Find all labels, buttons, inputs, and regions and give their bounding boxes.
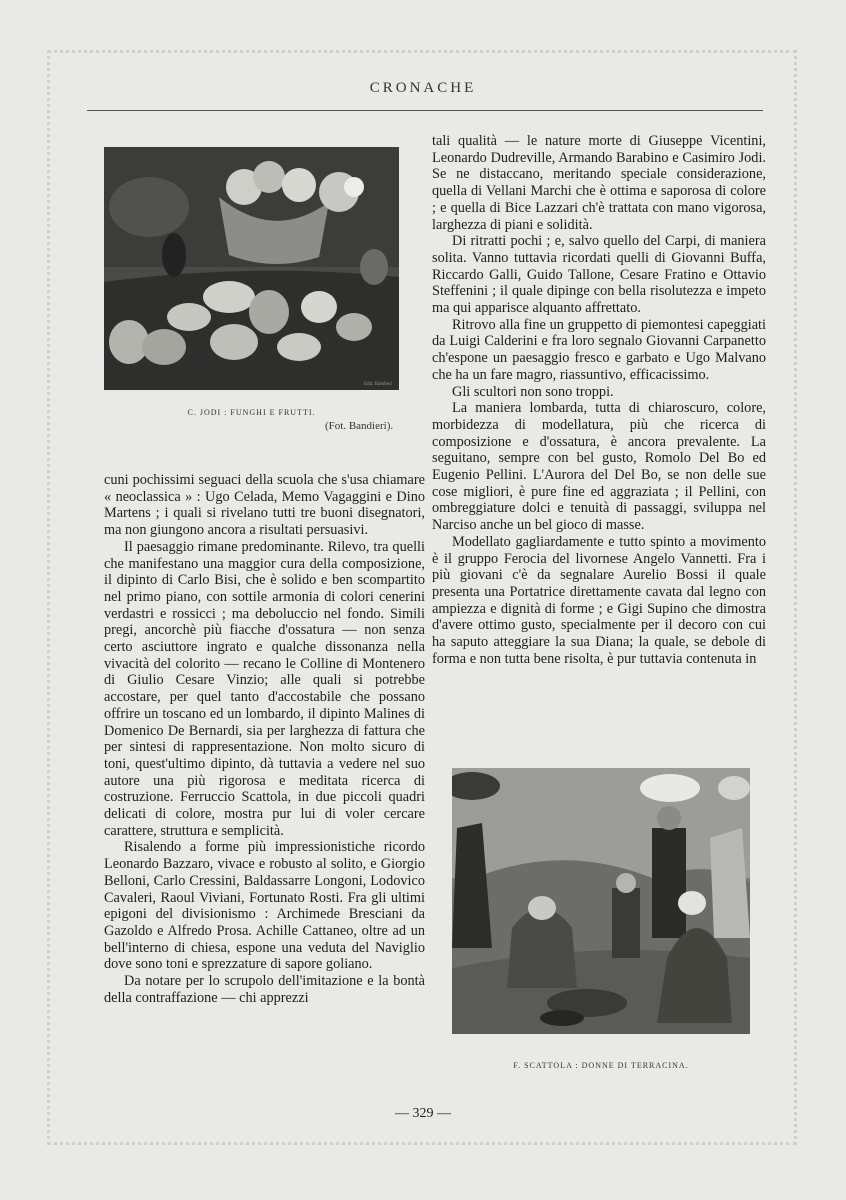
still-life-illustration	[104, 147, 399, 390]
figure-credit: (Fot. Bandieri).	[325, 420, 394, 432]
women-of-terracina-illustration	[452, 768, 750, 1034]
figure-still-life-photo	[104, 147, 399, 390]
paragraph: Il paesaggio rimane predominante. Rilevo, tra quelli che manifestano una maggior cura della composizione, il dipinto di Carlo Bisi, che è solido e ben scompartito nel primo piano, con sottile armonia di colori cenerini verdastri e rossicci ; ma deboluccio nel fondo. Simili pregi, ancorchè più fiacche d'ossatura — non senza certo asciuttore ingrato e qualche dissonanza nella vivacità del colorito — recano le Colline di Montenero di Giulio Cesare Vinzio; alle quali si potrebbe accostare, per quel tanto d'accostabile che possano offrire un toscano ed un lombardo, il dipinto Malines di Domenico De Bernardi, sia per larghezza di fattura che per sintesi di rappresentazione. Non molto sicuro di toni, quest'ultimo dipinto, dà tuttavia a vedere nel suo autore una più rigorosa e meditata ricerca di costruzione. Ferruccio Scattola, in due piccoli quadri delicati di colore, mostra pur lui di voler cercare carattere, struttura e semplicità.	[104, 538, 425, 839]
left-column	[104, 472, 425, 1007]
running-header: CRONACHE	[369, 80, 477, 96]
paragraph: La maniera lombarda, tutta di chiaroscuro, colore, morbidezza di modellatura, più che ricerca di composizione e d'ossatura, è ancora prevalente. La seguitano, sempre con bel gusto, Romolo Del Bo ed Eugenio Pellini. L'Aurora del Del Bo, se non delle sue cose migliori, è pure fine ed aggraziata ; il Pellini, con ombreggiature dolci e tenuità di passaggi, sviluppa nel Narciso anche un bel gioco di masse.	[432, 400, 766, 534]
right-column	[432, 133, 766, 668]
paragraph: Ritrovo alla fine un gruppetto di piemontesi capeggiati da Luigi Calderini e fra loro segnalo Giovanni Carpanetto ch'espone un paesaggio fresco e garbato e Ugo Malvano che ha un fare magro, riassuntivo, efficacissimo.	[432, 316, 766, 383]
figure-caption: C. JODI : FUNGHI E FRUTTI.	[187, 408, 316, 417]
paragraph: Risalendo a forme più impressionistiche ricordo Leonardo Bazzaro, vivace e robusto al solito, e Giorgio Belloni, Carlo Cressini, Baldassarre Longoni, Lodovico Cavaleri, Raoul Viviani, Fortunato Rosti. Fra gli ultimi epigoni del divisionismo : Archimede Bresciani da Gazoldo e Alfredo Prosa. Achille Cattaneo, oltre ad un bell'interno di chiesa, espone una veduta del Naviglio dove sono toni e sprezzature di sapore goliano.	[104, 839, 425, 973]
header-rule	[87, 110, 763, 111]
paragraph: tali qualità — le nature morte di Giuseppe Vicentini, Leonardo Dudreville, Armando Barabino e Casimiro Jodi. Se ne distaccano, meritando speciale considerazione, quella di Vellani Marchi che è ottima e saporosa di colore ; e quella di Bice Lazzari ch'è trattata con mano vigorosa, larghezza di piani e solidità.	[432, 133, 766, 233]
figure-signature: Edit. Bandieri	[364, 382, 393, 387]
paragraph: Da notare per lo scrupolo dell'imitazione e la bontà della contraffazione — chi apprezzi	[104, 973, 425, 1006]
paragraph: cuni pochissimi seguaci della scuola che s'usa chiamare « neoclassica » : Ugo Celada, Memo Vagaggini e Dino Martens ; i quali si rivelano tutti tre buoni disegnatori, ma non giungono ancora a risultati persuasivi.	[104, 472, 425, 539]
paragraph: Gli scultori non sono troppi.	[452, 383, 614, 400]
paragraph: Di ritratti pochi ; e, salvo quello del Carpi, di maniera solita. Vanno tuttavia ricordati quelli di Giovanni Buffa, Riccardo Galli, Guido Tallone, Cesare Fratino e Ottavio Steffenini ; il quale dipinge con bella risolutezza e impeto ma qui apparisce alquanto affrettato.	[432, 233, 766, 317]
page-number: — 329 —	[395, 1106, 451, 1121]
figure-caption: F. SCATTOLA : DONNE DI TERRACINA.	[513, 1061, 689, 1070]
paragraph: Modellato gagliardamente e tutto spinto a movimento è il gruppo Ferocia del livornese Angelo Vannetti. Fra i più giovani c'è da segnalare Aurelio Bossi il quale presenta una Portatrice direttamente cavata dal legno con ampiezza e dignità di forme ; e Gigi Supino che dimostra d'avere ottimo gusto, specialmente per il decoro con cui ha saputo atteggiare la sua Diana; la quale, se debole di forma e non tutta bene risolta, è pur tuttavia contenuta in	[432, 533, 766, 667]
figure-women-photo	[452, 768, 750, 1034]
